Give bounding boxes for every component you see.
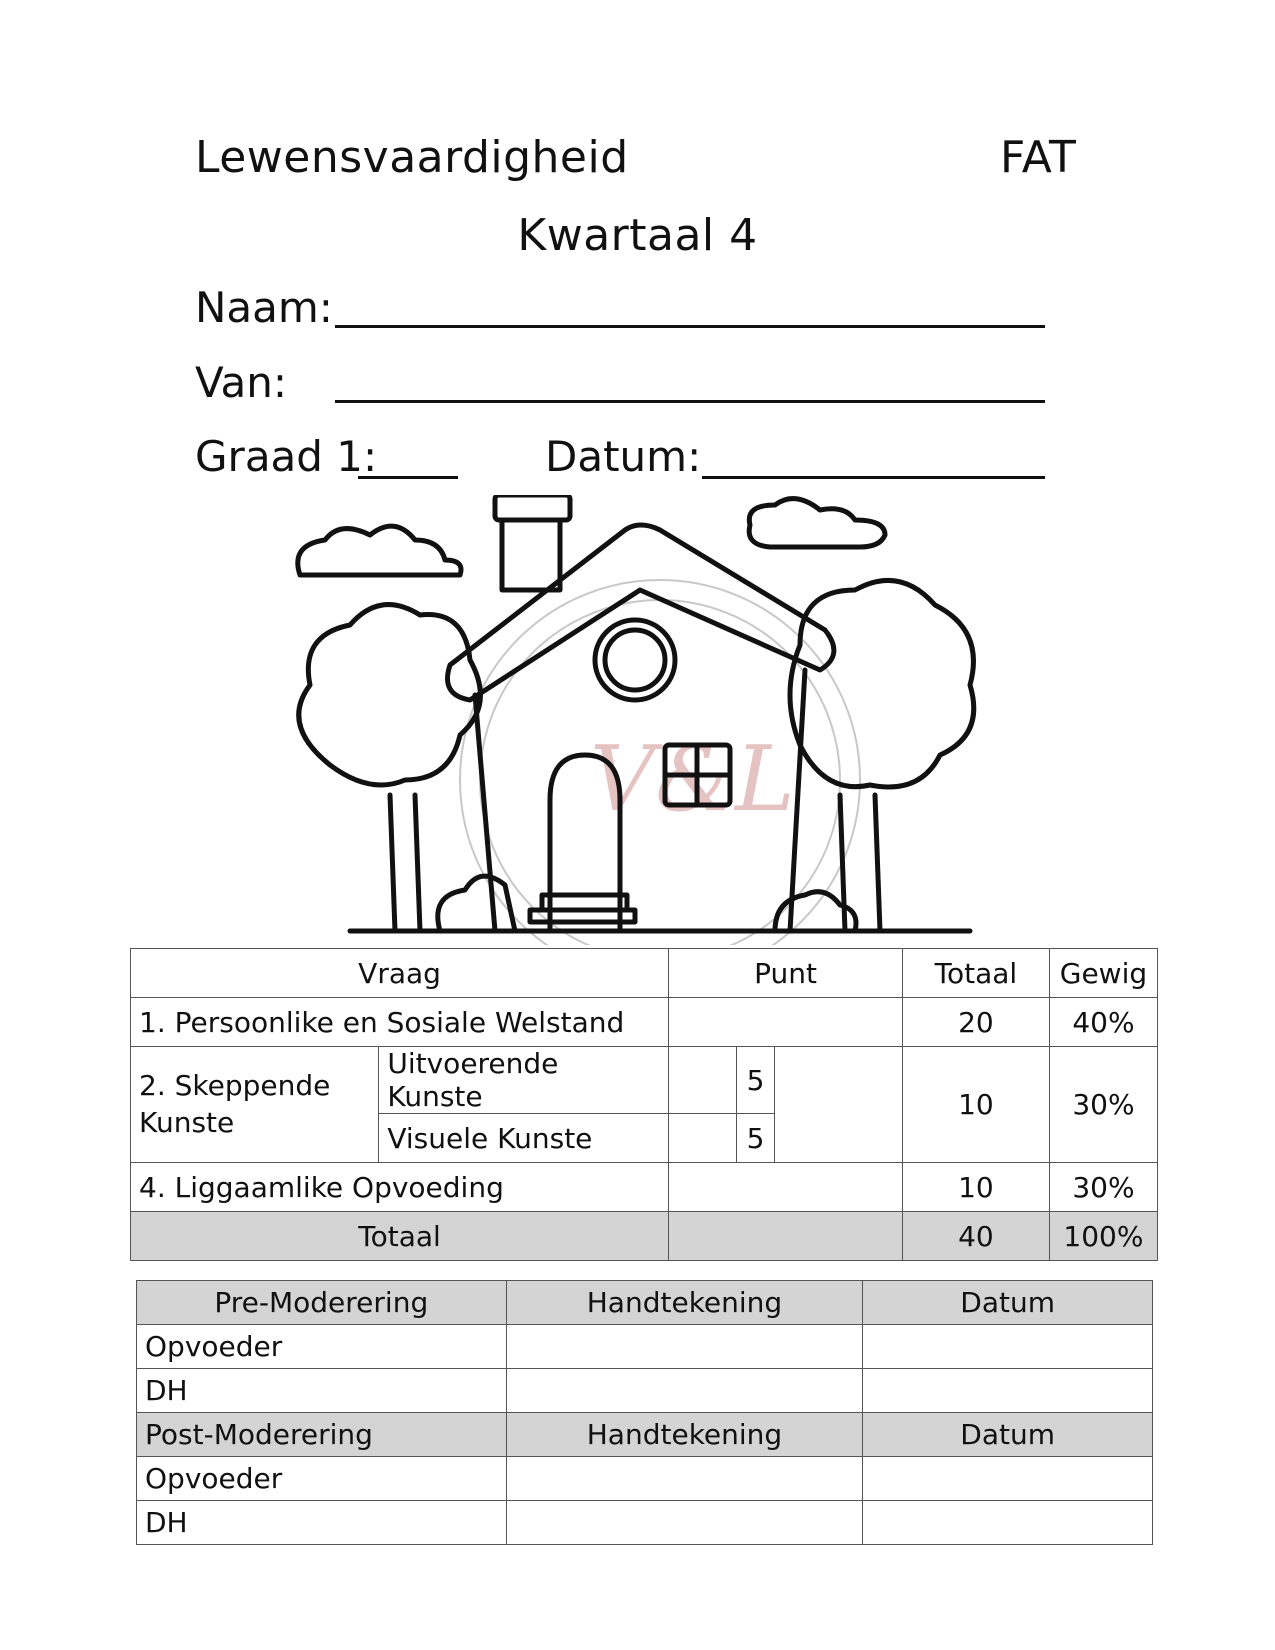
pre-dh-date-cell[interactable] <box>863 1369 1153 1413</box>
post-dh-date-cell[interactable] <box>863 1501 1153 1545</box>
row2-sub1-points: 5 <box>737 1047 774 1114</box>
row3-points-cell[interactable] <box>669 1163 903 1212</box>
row1-points-cell[interactable] <box>669 998 903 1047</box>
post-dh-label: DH <box>137 1501 507 1545</box>
row1-question: 1. Persoonlike en Sosiale Welstand <box>131 998 669 1047</box>
header-question: Vraag <box>131 949 669 998</box>
post-signature-heading: Handtekening <box>506 1413 863 1457</box>
row2-sub2-points: 5 <box>737 1114 774 1163</box>
post-educator-row <box>137 1457 1153 1501</box>
pre-dh-row <box>137 1369 1153 1413</box>
header-points: Punt <box>669 949 903 998</box>
pre-moderation-heading: Pre-Moderering <box>137 1281 507 1325</box>
total-label: Totaal <box>131 1212 669 1261</box>
marks-header-row <box>131 949 1158 998</box>
name-label: Naam: <box>195 283 333 332</box>
moderation-table <box>136 1280 1153 1545</box>
pre-date-heading: Datum <box>863 1281 1153 1325</box>
row3-question: 4. Liggaamlike Opvoeding <box>131 1163 669 1212</box>
post-moderation-header <box>137 1413 1153 1457</box>
row2-points-cell[interactable] <box>774 1047 902 1163</box>
term-title: Kwartaal 4 <box>517 210 758 261</box>
post-dh-row <box>137 1501 1153 1545</box>
header-weight: Gewig <box>1049 949 1157 998</box>
pre-signature-heading: Handtekening <box>506 1281 863 1325</box>
row2-sub1-label: Uitvoerende Kunste <box>379 1047 669 1114</box>
post-dh-signature-cell[interactable] <box>506 1501 863 1545</box>
total-points-cell[interactable] <box>669 1212 903 1261</box>
row1-total: 20 <box>902 998 1049 1047</box>
row2-total: 10 <box>902 1047 1049 1163</box>
grade-label: Graad 1: <box>195 432 378 481</box>
row1-weight: 40% <box>1049 998 1157 1047</box>
post-date-heading: Datum <box>863 1413 1153 1457</box>
pre-educator-row <box>137 1325 1153 1369</box>
marks-row-2a <box>131 1047 1158 1114</box>
row2-weight: 30% <box>1049 1047 1157 1163</box>
date-label: Datum: <box>545 432 702 481</box>
pre-educator-label: Opvoeder <box>137 1325 507 1369</box>
post-educator-date-cell[interactable] <box>863 1457 1153 1501</box>
assessment-type: FAT <box>1000 132 1077 183</box>
row2-question: 2. Skeppende Kunste <box>131 1047 379 1163</box>
post-moderation-heading: Post-Moderering <box>137 1413 507 1457</box>
watermark-monogram: V&L <box>590 727 795 832</box>
total-total: 40 <box>902 1212 1049 1261</box>
header-total: Totaal <box>902 949 1049 998</box>
surname-label: Van: <box>195 358 287 407</box>
pre-dh-signature-cell[interactable] <box>506 1369 863 1413</box>
row2-sub1-mark-cell[interactable] <box>669 1047 737 1114</box>
date-line[interactable] <box>702 476 1045 479</box>
marks-table <box>130 948 1158 1261</box>
row2-sub2-mark-cell[interactable] <box>669 1114 737 1163</box>
pre-educator-signature-cell[interactable] <box>506 1325 863 1369</box>
marks-row-3 <box>131 1163 1158 1212</box>
post-educator-label: Opvoeder <box>137 1457 507 1501</box>
grade-line[interactable] <box>358 476 458 479</box>
pre-moderation-header <box>137 1281 1153 1325</box>
row3-total: 10 <box>902 1163 1049 1212</box>
marks-total-row <box>131 1212 1158 1261</box>
house-illustration <box>280 495 1020 945</box>
pre-dh-label: DH <box>137 1369 507 1413</box>
row3-weight: 30% <box>1049 1163 1157 1212</box>
name-line[interactable] <box>335 325 1045 328</box>
post-educator-signature-cell[interactable] <box>506 1457 863 1501</box>
pre-educator-date-cell[interactable] <box>863 1325 1153 1369</box>
total-weight: 100% <box>1049 1212 1157 1261</box>
surname-line[interactable] <box>335 400 1045 403</box>
row2-sub2-label: Visuele Kunste <box>379 1114 669 1163</box>
marks-row-1 <box>131 998 1158 1047</box>
subject-title: Lewensvaardigheid <box>195 132 629 183</box>
